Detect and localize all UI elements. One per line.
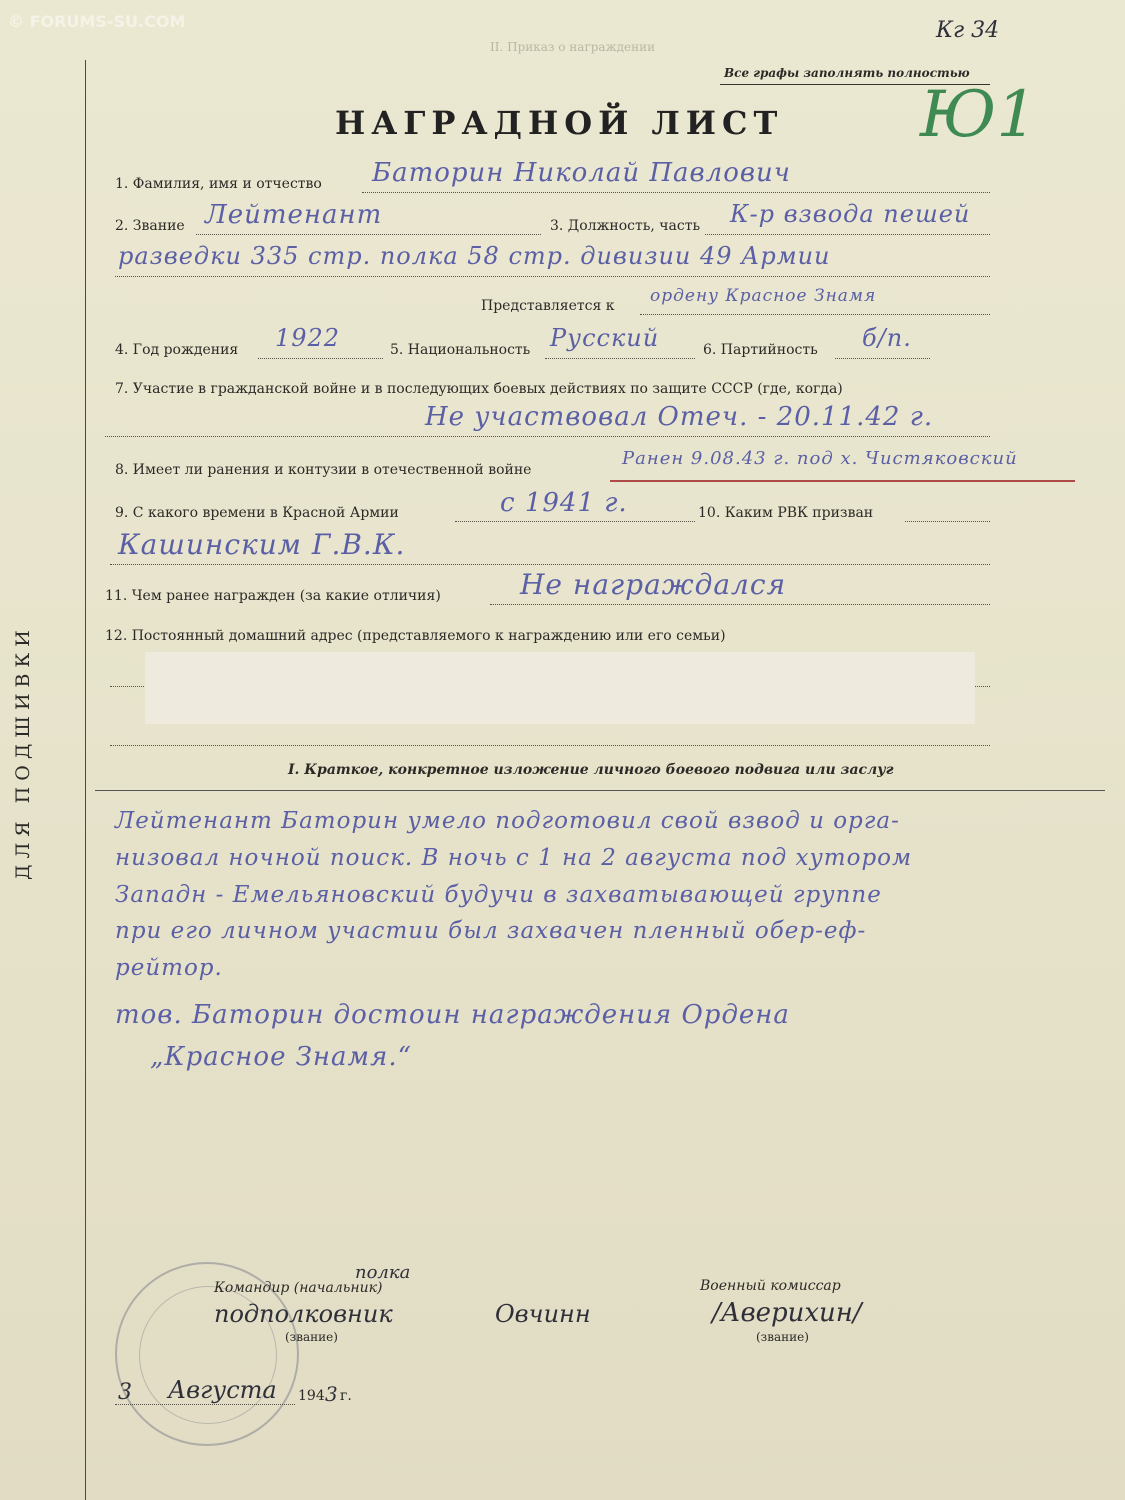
- field-9-value: с 1941 г.: [500, 488, 628, 518]
- field-1-value: Баторин Николай Павлович: [372, 158, 791, 188]
- date-year-prefix: 194: [298, 1388, 325, 1404]
- section-heading: I. Краткое, конкретное изложение личного боевого подвига или заслуг: [288, 762, 894, 778]
- field-8-red-underline: [610, 480, 1075, 482]
- field-6-line: [835, 358, 930, 359]
- commissar-rank-caption: (звание): [756, 1330, 809, 1344]
- field-5-value: Русский: [550, 324, 660, 352]
- field-3-value: К-р взвода пешей: [730, 200, 971, 228]
- narrative-line-6: тов. Баторин достоин награждения Ордена: [115, 1000, 790, 1030]
- field-7-label: 7. Участие в гражданской войне и в последующих боевых действиях по защите СССР (где, когда): [115, 381, 843, 397]
- date-year-digit: 3: [325, 1382, 338, 1406]
- field-6-label: 6. Партийность: [703, 342, 818, 358]
- field-3-value-continued: разведки 335 стр. полка 58 стр. дивизии 49 Армии: [118, 242, 831, 270]
- field-8-label: 8. Имеет ли ранения и контузии в отечественной войне: [115, 462, 532, 478]
- field-6-value: б/п.: [862, 324, 912, 352]
- field-10-label: 10. Каким РВК призван: [698, 505, 874, 521]
- commander-rank: подполковник: [214, 1300, 393, 1328]
- field-11-value: Не награждался: [520, 568, 787, 601]
- presented-line: [640, 314, 990, 315]
- commissar-signature: /Аверихин/: [712, 1298, 862, 1328]
- document-title: НАГРАДНОЙ ЛИСТ: [335, 104, 784, 142]
- field-9-label: 9. С какого времени в Красной Армии: [115, 505, 399, 521]
- narrative-line-5: рейтор.: [115, 955, 223, 981]
- field-1-line: [362, 192, 990, 193]
- narrative-line-2: низовал ночной поиск. В ночь с 1 на 2 августа под хутором: [115, 845, 913, 871]
- narrative-line-7: „Красное Знамя.“: [150, 1042, 412, 1072]
- field-9-line: [455, 521, 695, 522]
- redacted-address: [145, 652, 975, 724]
- field-12-line-2: [110, 745, 990, 746]
- field-3-line: [705, 234, 990, 235]
- field-5-label: 5. Национальность: [390, 342, 531, 358]
- field-4-value: 1922: [275, 324, 341, 352]
- presented-label: Представляется к: [481, 298, 615, 314]
- field-2-label: 2. Звание: [115, 218, 185, 234]
- watermark: © FORUMS-SU.COM: [8, 12, 186, 31]
- field-3-cont-line: [115, 276, 990, 277]
- commander-label: Командир (начальник): [214, 1280, 383, 1296]
- date-suffix: г.: [340, 1388, 352, 1404]
- field-7-line: [105, 436, 990, 437]
- field-11-line: [490, 604, 990, 605]
- narrative-line-3: Западн - Емельяновский будучи в захватывающей группе: [115, 882, 882, 908]
- corner-note: Кг 34: [936, 18, 1000, 43]
- field-10-cont-line: [110, 564, 990, 565]
- field-3-label: 3. Должность, часть: [550, 218, 701, 234]
- commissar-label: Военный комиссар: [700, 1278, 841, 1294]
- field-4-label: 4. Год рождения: [115, 342, 239, 358]
- fill-notice: Все графы заполнять полностью: [724, 66, 970, 80]
- field-11-label: 11. Чем ранее награжден (за какие отличия): [105, 588, 441, 604]
- field-7-value: Не участвовал Отеч. - 20.11.42 г.: [425, 402, 934, 432]
- presented-value: ордену Красное Знамя: [650, 286, 877, 306]
- binding-margin-line: [85, 60, 86, 1500]
- narrative-line-1: Лейтенант Баторин умело подготовил свой взвод и орга-: [115, 808, 900, 834]
- commander-signature: Овчинн: [495, 1300, 591, 1328]
- field-10-value: Кашинским Г.В.К.: [118, 528, 406, 561]
- green-mark: Ю1: [920, 78, 1038, 152]
- section-divider: [95, 790, 1105, 791]
- field-4-line: [258, 358, 383, 359]
- field-12-label: 12. Постоянный домашний адрес (представляемого к награждению или его семьи): [105, 628, 726, 644]
- date-day: 3: [118, 1380, 132, 1405]
- field-1-label: 1. Фамилия, имя и отчество: [115, 176, 322, 192]
- date-month: Августа: [168, 1376, 277, 1404]
- commander-note: полка: [355, 1262, 411, 1283]
- commander-rank-caption: (звание): [285, 1330, 338, 1344]
- side-binding-label: ДЛЯ ПОДШИВКИ: [12, 624, 34, 880]
- narrative-line-4: при его личном участии был захвачен пленный обер-еф-: [115, 918, 867, 944]
- field-2-value: Лейтенант: [205, 200, 383, 230]
- field-10-line: [905, 521, 990, 522]
- field-2-line: [196, 234, 541, 235]
- date-line: [115, 1404, 295, 1405]
- field-8-value: Ранен 9.08.43 г. под х. Чистяковский: [622, 448, 1018, 469]
- faint-header: II. Приказ о награждении: [490, 40, 656, 54]
- field-5-line: [545, 358, 695, 359]
